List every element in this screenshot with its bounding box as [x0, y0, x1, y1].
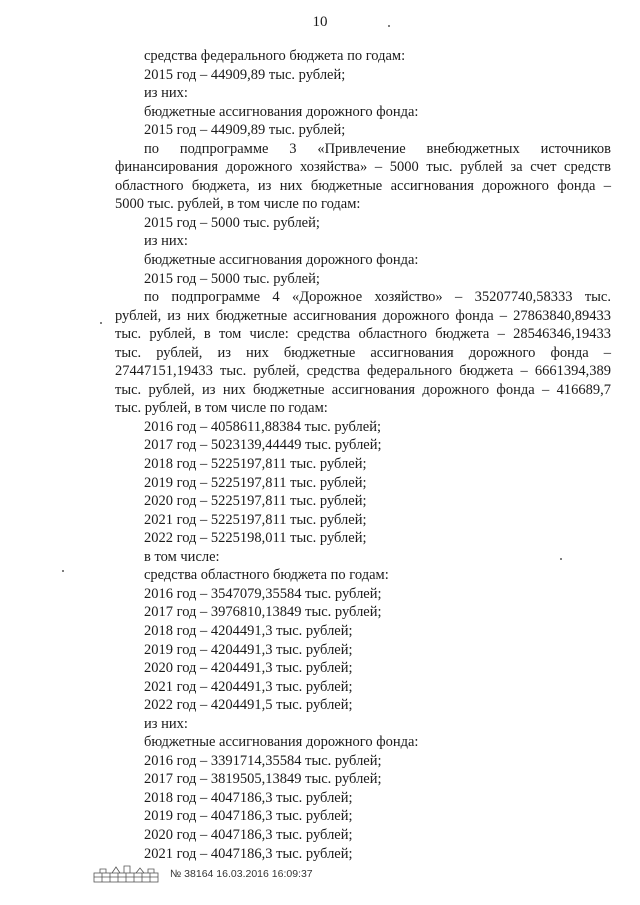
scan-speck [388, 25, 390, 27]
text-line: финансирования дорожного хозяйства» – 5000 тыс. рублей за счет средств [115, 159, 611, 176]
text-line: 2019 год – 4204491,3 тыс. рублей; [144, 641, 353, 658]
text-line: из них: [144, 715, 188, 732]
text-line: 2015 год – 5000 тыс. рублей; [144, 270, 320, 287]
text-line: областного бюджета, из них бюджетные ассигнования дорожного фонда – [115, 177, 611, 194]
text-line: 2020 год – 5225197,811 тыс. рублей; [144, 493, 367, 510]
text-line: 2019 год – 5225197,811 тыс. рублей; [144, 474, 367, 491]
text-line: средства федерального бюджета по годам: [144, 48, 406, 64]
text-line: 2018 год – 5225197,811 тыс. рублей; [144, 456, 367, 473]
scan-speck [62, 570, 64, 572]
text-line: из них: [144, 233, 188, 250]
text-line: 2018 год – 4204491,3 тыс. рублей; [144, 622, 353, 639]
text-line: 2016 год – 3391714,35584 тыс. рублей; [144, 752, 382, 769]
text-line: 2017 год – 3976810,13849 тыс. рублей; [144, 604, 382, 621]
text-line: тыс. рублей, в том числе по годам: [115, 400, 328, 417]
text-line: бюджетные ассигнования дорожного фонда: [144, 734, 419, 751]
text-line: 2016 год – 4058611,88384 тыс. рублей; [144, 418, 381, 435]
text-line: бюджетные ассигнования дорожного фонда: [144, 252, 419, 269]
text-line: рублей, из них бюджетные ассигнования дорожного фонда – 27863840,89433 [115, 307, 611, 324]
text-line: 2022 год – 4204491,5 тыс. рублей; [144, 697, 353, 714]
text-line: 2019 год – 4047186,3 тыс. рублей; [144, 808, 353, 825]
text-line: 2018 год – 4047186,3 тыс. рублей; [144, 789, 353, 806]
text-line: из них: [144, 85, 188, 102]
text-line: 2022 год – 5225198,011 тыс. рублей; [144, 530, 367, 547]
text-line: средства областного бюджета по годам: [144, 567, 389, 584]
text-line: 2015 год – 44909,89 тыс. рублей; [144, 122, 346, 139]
document-body [115, 47, 611, 863]
building-stamp-icon [92, 863, 160, 885]
document-footer [92, 862, 313, 886]
text-line: 2015 год – 44909,89 тыс. рублей; [144, 66, 346, 83]
text-line: по подпрограмме 4 «Дорожное хозяйство» – 35207740,58333 тыс. [144, 289, 611, 306]
text-line: 2016 год – 3547079,35584 тыс. рублей; [144, 585, 382, 602]
text-line: 2021 год – 4204491,3 тыс. рублей; [144, 678, 353, 695]
scan-speck [560, 558, 562, 560]
text-line: 2017 год – 3819505,13849 тыс. рублей; [144, 771, 382, 788]
scan-speck [100, 322, 102, 324]
text-line: тыс. рублей, в том числе: средства областного бюджета – 28546346,19433 [115, 326, 611, 343]
text-line: тыс. рублей, из них бюджетные ассигнования дорожного фонда – [115, 344, 611, 361]
text-line: 2015 год – 5000 тыс. рублей; [144, 214, 320, 231]
registration-stamp-text: № 38164 16.03.2016 16:09:37 [170, 868, 313, 880]
text-line: по подпрограмме 3 «Привлечение внебюджетных источников [144, 140, 611, 157]
text-line: 2020 год – 4204491,3 тыс. рублей; [144, 660, 353, 677]
text-line: 27447151,19433 тыс. рублей, средства федерального бюджета – 6661394,389 [115, 363, 611, 380]
page-number: 10 [312, 14, 328, 30]
text-line: 2021 год – 4047186,3 тыс. рублей; [144, 845, 353, 862]
text-line: бюджетные ассигнования дорожного фонда: [144, 103, 419, 120]
text-line: 5000 тыс. рублей, в том числе по годам: [115, 196, 361, 213]
text-line: 2017 год – 5023139,44449 тыс. рублей; [144, 437, 382, 454]
text-line: тыс. рублей, из них бюджетные ассигнования дорожного фонда – 416689,7 [115, 381, 611, 398]
text-line: 2020 год – 4047186,3 тыс. рублей; [144, 826, 353, 843]
text-line: в том числе: [144, 548, 220, 565]
text-line: 2021 год – 5225197,811 тыс. рублей; [144, 511, 367, 528]
